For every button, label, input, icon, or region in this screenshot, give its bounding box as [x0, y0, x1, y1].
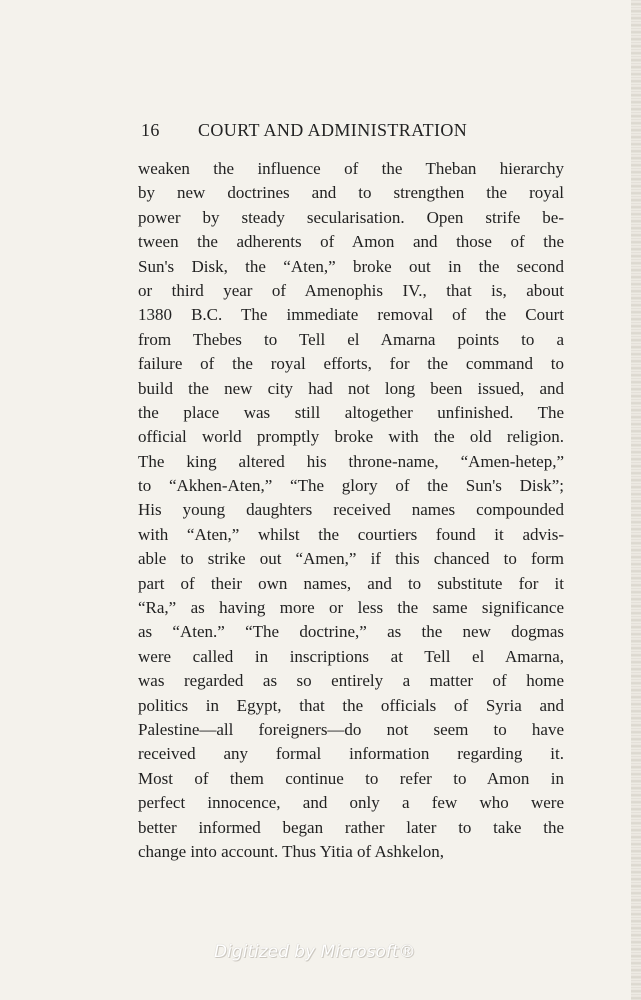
- text-line: weaken the influence of the Theban hierarchy: [138, 159, 564, 178]
- text-line: better informed began rather later to take the: [138, 817, 564, 837]
- text-line: perfect innocence, and only a few who were: [138, 793, 564, 813]
- text-line: the place was still altogether unfinished. The: [138, 402, 564, 422]
- text-line: change into account. Thus Yitia of Ashkelon,: [138, 841, 444, 861]
- text-line: tween the adherents of Amon and those of the: [138, 232, 564, 252]
- text-line: with “Aten,” whilst the courtiers found it advis-: [138, 524, 564, 544]
- text-line: to “Akhen-Aten,” “The glory of the Sun's Disk”;: [138, 476, 564, 496]
- text-line: failure of the royal efforts, for the command to: [138, 354, 564, 374]
- page-number: 16: [141, 120, 160, 140]
- page-edge-shadow: [631, 0, 641, 1000]
- text-line: by new doctrines and to strengthen the royal: [138, 183, 564, 203]
- text-line: 1380 B.C. The immediate removal of the Court: [138, 305, 564, 325]
- text-line: received any formal information regarding it.: [138, 744, 564, 764]
- text-line: able to strike out “Amen,” if this chanced to form: [138, 549, 564, 569]
- text-line: “Ra,” as having more or less the same significance: [138, 598, 564, 618]
- text-line: Most of them continue to refer to Amon in: [138, 768, 564, 788]
- text-line: Sun's Disk, the “Aten,” broke out in the second: [138, 256, 564, 276]
- text-line: was regarded as so entirely a matter of home: [138, 671, 564, 691]
- text-line: or third year of Amenophis IV., that is, about: [138, 280, 564, 300]
- running-head: COURT AND ADMINISTRATION: [198, 120, 468, 140]
- digitization-watermark: Digitized by Microsoft®: [214, 942, 416, 962]
- body-text: [138, 157, 564, 864]
- text-line: build the new city had not long been issued, and: [138, 378, 564, 398]
- text-line: were called in inscriptions at Tell el Amarna,: [138, 646, 564, 666]
- text-line: Palestine—all foreigners—do not seem to have: [138, 719, 564, 739]
- text-line: The king altered his throne-name, “Amen-hetep,”: [138, 451, 564, 471]
- text-line: from Thebes to Tell el Amarna points to a: [138, 329, 564, 349]
- text-line: power by steady secularisation. Open strife be-: [138, 207, 564, 227]
- text-line: part of their own names, and to substitute for it: [138, 573, 564, 593]
- text-line: politics in Egypt, that the officials of Syria and: [138, 695, 564, 715]
- text-line: His young daughters received names compounded: [138, 500, 564, 520]
- text-line: as “Aten.” “The doctrine,” as the new dogmas: [138, 622, 564, 642]
- text-line: official world promptly broke with the old religion.: [138, 427, 564, 447]
